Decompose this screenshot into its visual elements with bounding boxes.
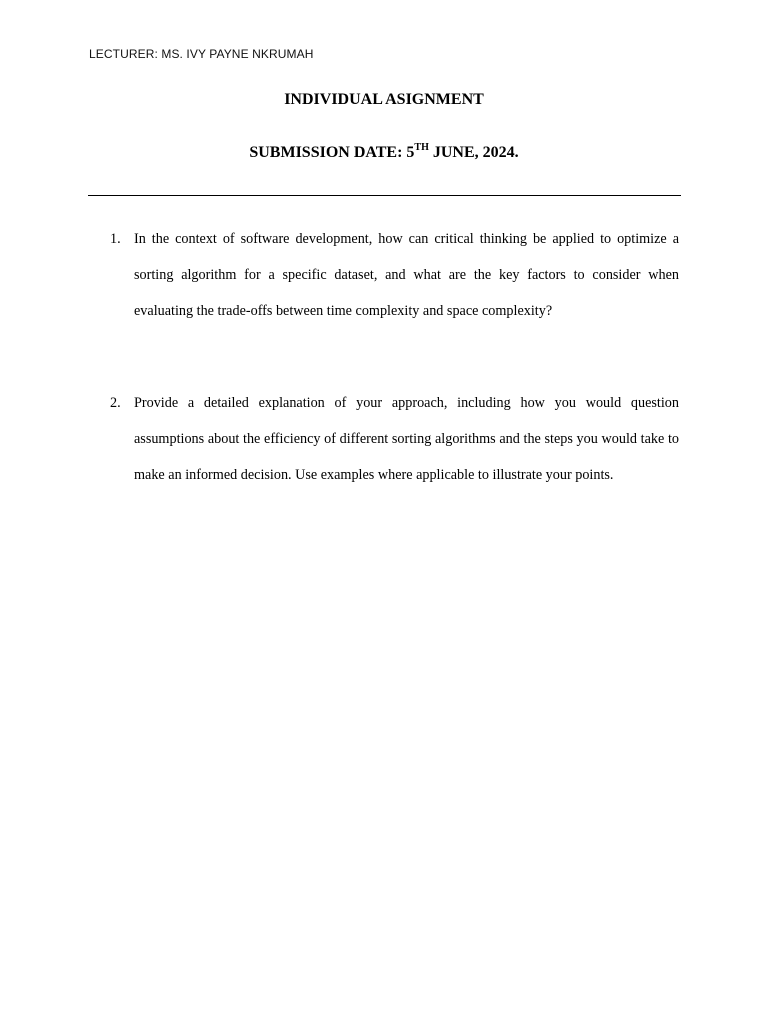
horizontal-divider [88,195,681,196]
question-number: 2. [110,395,121,411]
submission-date [0,144,768,162]
submission-date-prefix: SUBMISSION DATE: 5 [249,144,415,161]
assignment-title: INDIVIDUAL ASIGNMENT [284,91,484,108]
question-text: In the context of software development, how can critical thinking be applied to optimize a sorting algorithm for a specific dataset, and what are the key factors to consider when evaluating the trade-offs between time complexity and space complexity? [134,231,679,319]
question-text: Provide a detailed explanation of your approach, including how you would question assumptions about the efficiency of different sorting algorithms and the steps you would take to make an informed decision. Use examples where applicable to illustrate your points. [134,395,679,483]
submission-date-suffix: JUNE, 2024. [428,144,519,161]
question-number: 1. [110,231,121,247]
submission-date-superscript: TH [414,142,429,153]
lecturer-header: LECTURER: MS. IVY PAYNE NKRUMAH [89,47,314,61]
